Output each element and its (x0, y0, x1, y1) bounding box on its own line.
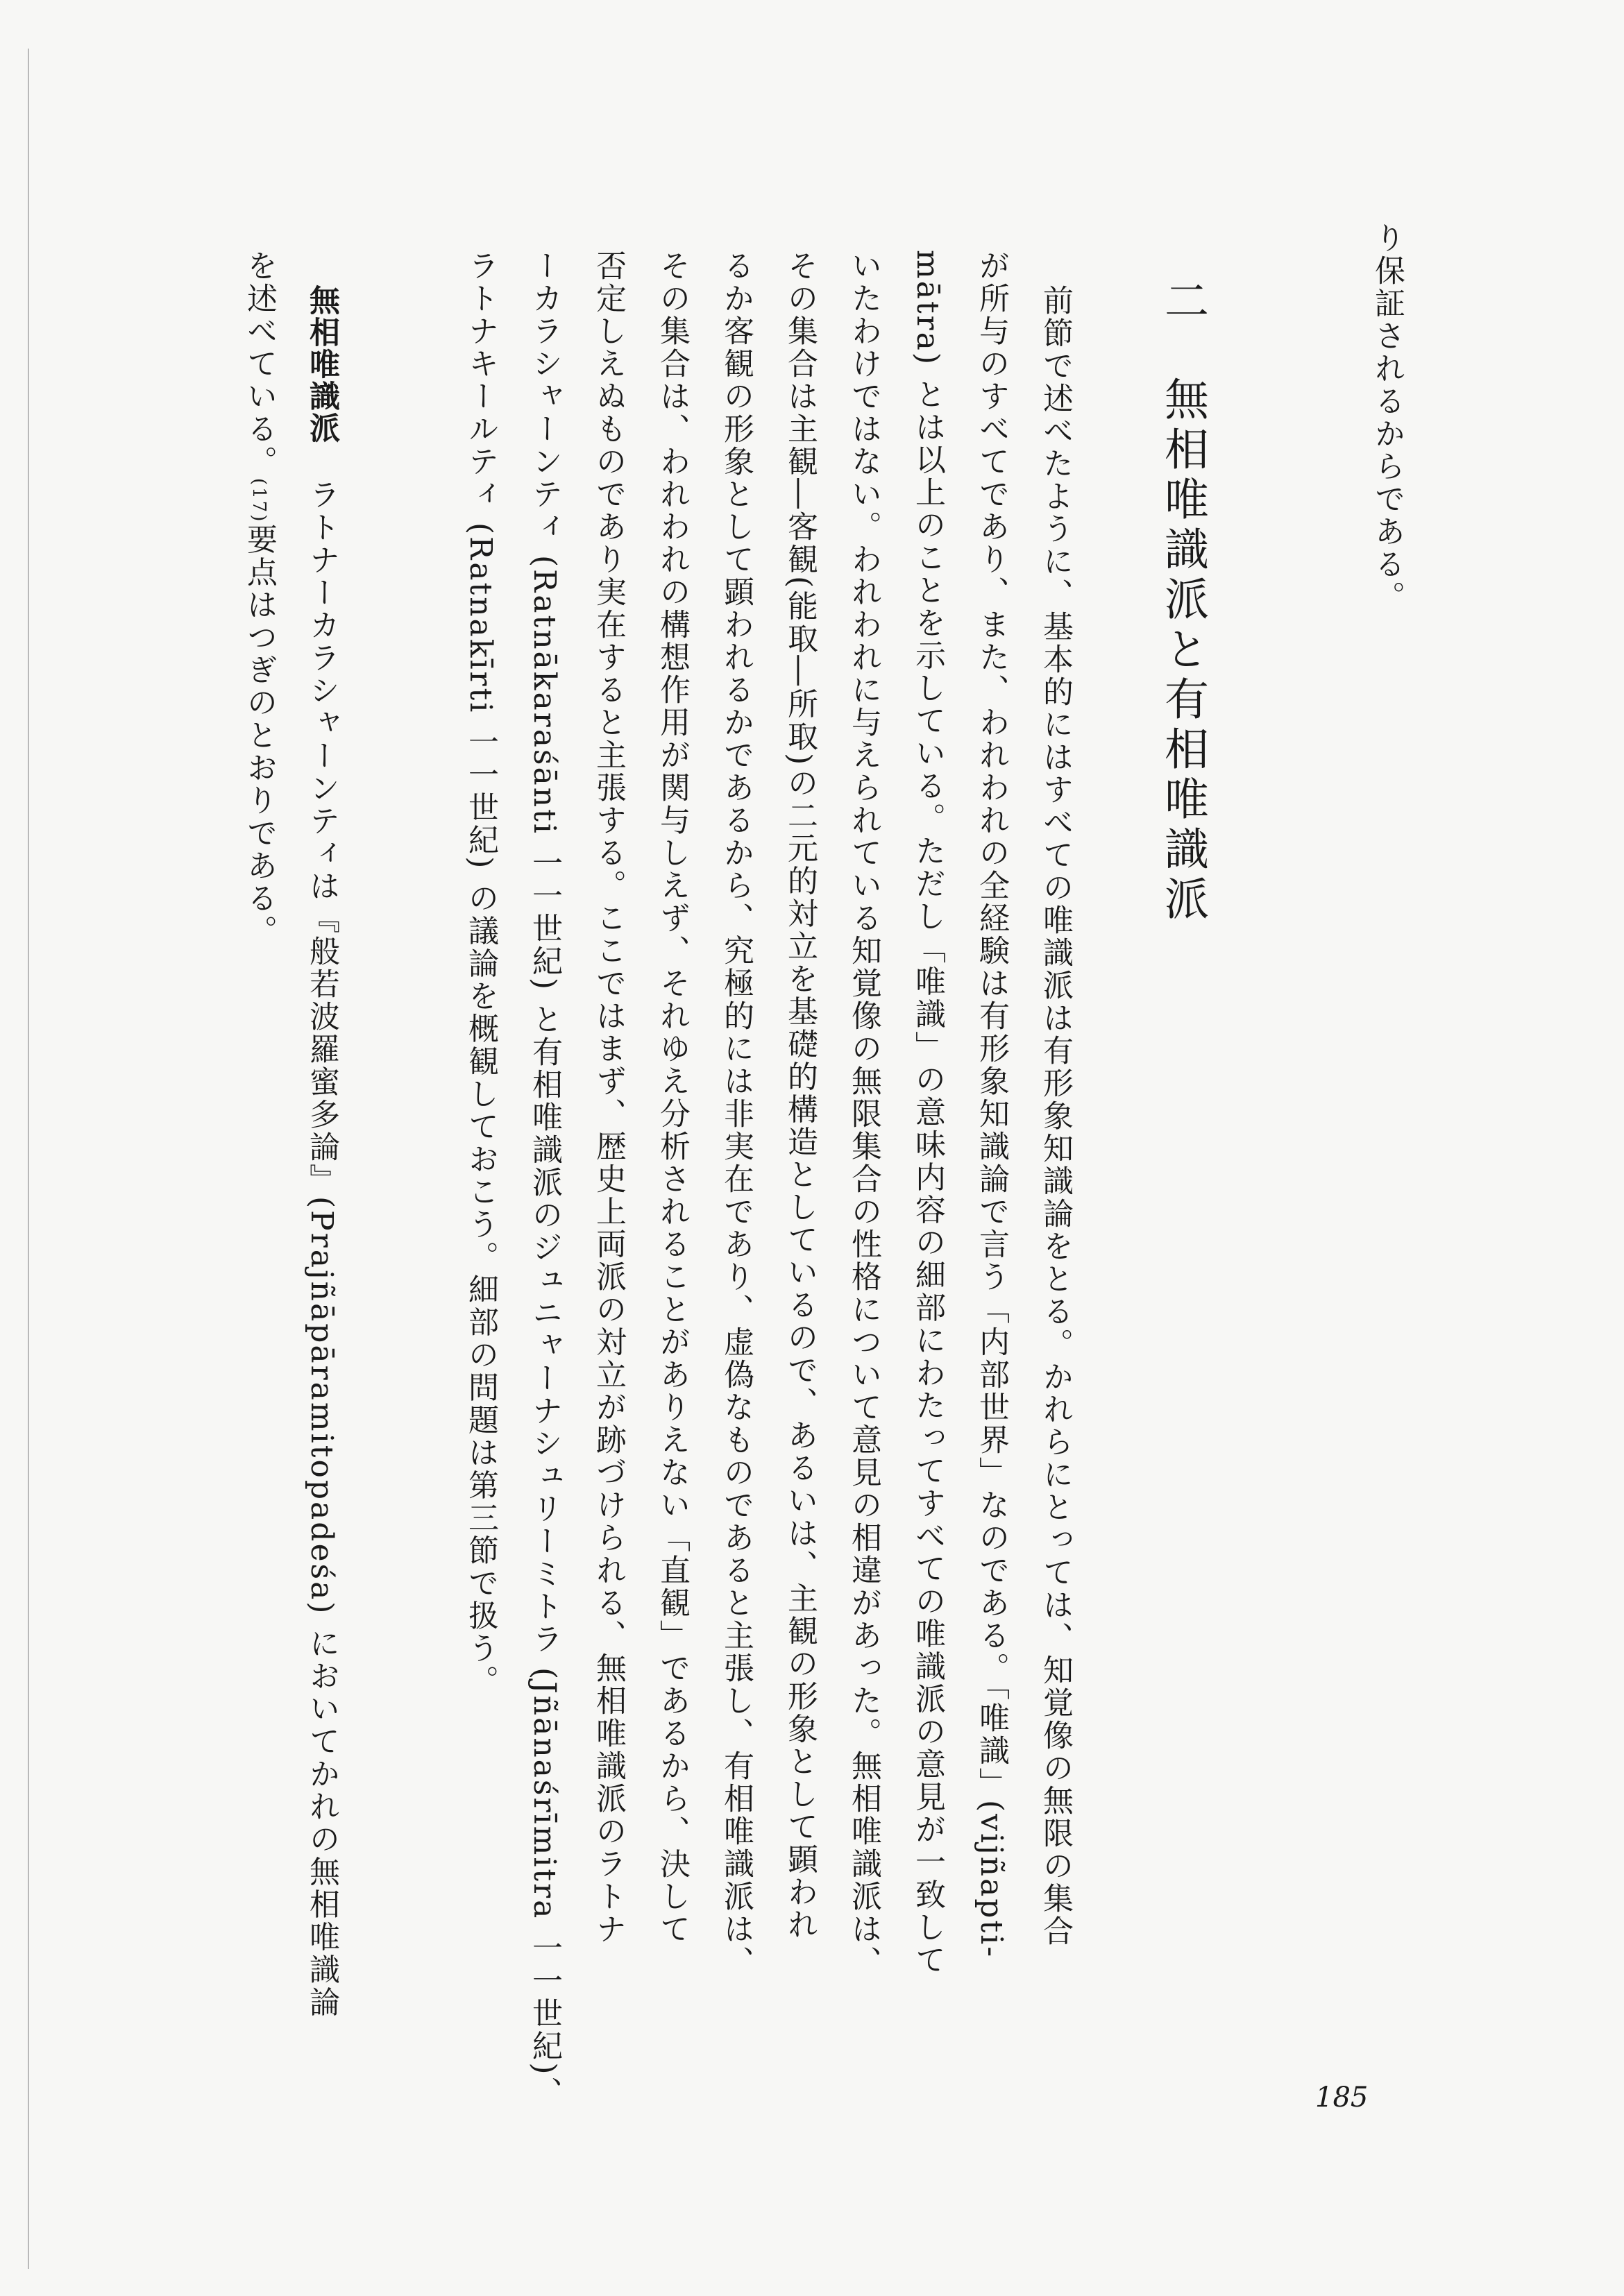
body-line-5: その集合は主観―客観(能取―所取)の二元的対立を基礎的構造としているので、あるいは、主観の形象として顕われ (782, 250, 818, 1941)
subsection-line-2: を述べている。(17)要点はつぎのとおりである。 (242, 250, 277, 948)
subsection-line-1: 無相唯識派ラトナーカラシャーンティは『般若波羅蜜多論』(Prajñāpāramitopadeśa) においてかれの無相唯識論 (304, 284, 339, 2019)
body-line-4: いたわけではない。われわれに与えられている知覚像の無限集合の性格について意見の相違があった。無相唯識派は、 (846, 250, 881, 1978)
section-title: 無相唯識派と有相唯識派 (1157, 376, 1208, 926)
body-line-2: が所与のすべてであり、また、われわれの全経験は有形象知識論で言う「内部世界」なのである。「唯識」(vijñapti- (974, 250, 1009, 1959)
body-line-3: mātra) とは以上のことを示している。ただし「唯識」の意味内容の細部にわたってすべての唯識派の意見が一致して (910, 250, 945, 1977)
body-line-9: ーカラシャーンティ (Ratnākaraśānti 一一世紀) と有相唯識派のジュニャーナシュリーミトラ (Jñānaśrīmitra 一一世紀)、 (527, 250, 562, 2109)
body-line-7: その集合は、われわれの構想作用が関与しえず、それゆえ分析されることがありえない「直観」であるから、決して (654, 250, 690, 1946)
body-line-10: ラトナキールティ (Ratnakīrti 一一世紀) の議論を概観しておこう。細部の問題は第三節で扱う。 (463, 250, 498, 1698)
page-edge-line (28, 49, 29, 2269)
subsection-label: 無相唯識派 (304, 284, 339, 444)
body-line-6: るか客観の形象として顕われるかであるから、究極的には非実在であり、虚偽なものであると主張し、有相唯識派は、 (718, 250, 754, 1978)
section-number: 二 (1157, 278, 1208, 328)
section-heading (1159, 278, 1206, 926)
body-line-1: 前節で述べたように、基本的にはすべての唯識派は有形象知識論をとる。かれらにとっては、知覚像の無限の集合 (1038, 284, 1073, 1948)
page-number: 185 (1315, 2082, 1369, 2114)
continued-line: り保証されるからである。 (1369, 222, 1405, 613)
note-reference: (17) (248, 478, 269, 524)
body-line-8: 否定しえぬものであり実在すると主張する。ここではまず、歴史上両派の対立が跡づけられる、無相唯識派のラトナ (591, 250, 626, 1946)
